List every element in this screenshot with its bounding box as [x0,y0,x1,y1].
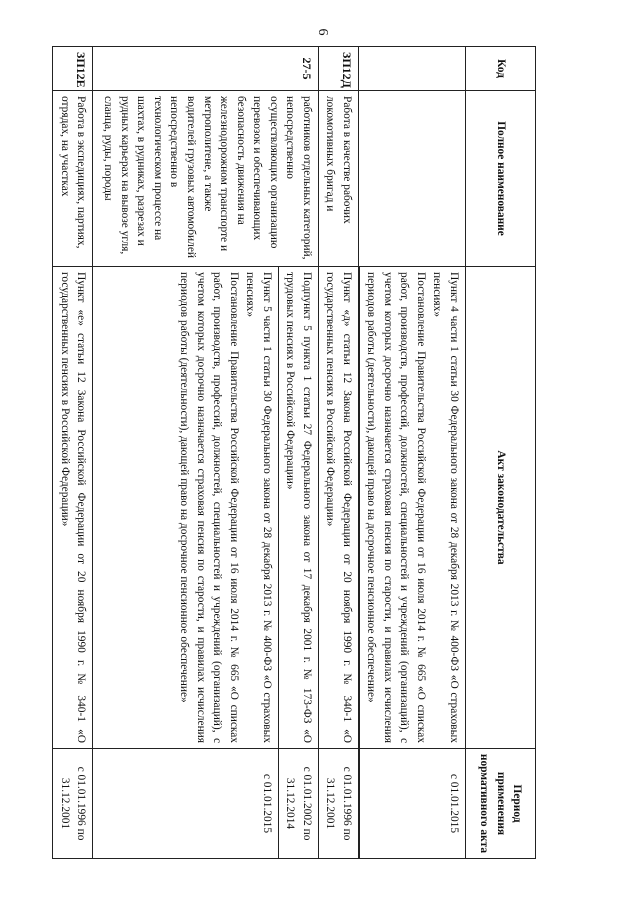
table-row [318,47,358,859]
row-act [53,267,93,749]
row-code [358,47,465,91]
act-paragraph: Пункт 5 части 1 статьи 30 Федерального закона от 28 декабря 2013 г. № 400-ФЗ «О страховых пенсиях» [244,272,273,743]
act-paragraph: Постановление Правительства Российской Федерации от 16 июля 2014 г. № 665 «О списках работ, производств, профессий, должностей, специальностей и учреждений (организаций), с учетом которых досрочно назначается страховая пенсия по старости, и правилах исчисления периодов работы (деятельности), дающей право на досрочное пенсионное обеспечение» [365,272,427,743]
row-period: с 01.01.2015 [93,749,279,859]
act-paragraph: Подпункт 5 пункта 1 статьи 27 Федерального закона от 17 декабря 2001 г. № 173-ФЗ «О трудовых пенсиях в Российской Федерации» [284,272,313,743]
rotated-page-content [52,46,536,858]
legislation-table [52,46,536,859]
act-paragraph: Постановление Правительства Российской Федерации от 16 июля 2014 г. № 665 «О списках работ, производств, профессий, должностей, специальностей и учреждений (организаций), с учетом которых досрочно назначается страховая пенсия по старости, и правилах исчисления периодов работы (деятельности), дающей право на досрочное пенсионное обеспечение» [178,272,240,743]
row-code: 27-5 [93,47,319,91]
header-application-period: Период применения нормативного акта [466,749,536,859]
row-period: с 01.01.1996 по 31.12.2001 [318,749,358,859]
row-name: Работа в качестве рабочих локомотивных бригад и [318,91,358,267]
row-name [358,91,465,267]
row-act [93,267,279,749]
table-header-row [466,47,536,859]
header-legislative-act: Акт законодательства [466,267,536,749]
row-period: с 01.01.2002 по 31.12.2014 [278,749,318,859]
table-row [278,47,318,859]
page-number: 6 [315,28,330,36]
row-period: с 01.01.1996 по 31.12.2001 [53,749,93,859]
row-code: ЗП12Д [318,47,358,91]
row-period: с 01.01.2015 [359,749,465,859]
row-act [278,267,318,749]
table-row [359,47,465,859]
row-name: работников отдельных категорий, непосредственно осуществляющих организацию перевозок и обеспечивающих безопасность движения на железнодорожном транспорте и метрополитене, а также водителей грузовых автомобилей непосредственно в технологическом процессе на шахтах, в рудниках, разрезах и рудных карьерах на вывозе угля, сланца, руды, породы [93,91,319,267]
row-act [359,267,465,749]
act-paragraph: Пункт «д» статьи 12 Закона Российской Федерации от 20 ноября 1990 г. № 340-1 «О государственных пенсиях в Российской Федерации» [324,272,353,743]
row-code: ЗП12Е [53,47,93,91]
header-full-name: Полное наименование [466,91,536,267]
act-paragraph: Пункт «е» статьи 12 Закона Российской Федерации от 20 ноября 1990 г. № 340-1 «О государственных пенсиях в Российской Федерации» [58,272,88,743]
row-act [318,267,358,749]
table-row [53,47,93,859]
header-code: Код [466,47,536,91]
act-paragraph: Пункт 4 части 1 статьи 30 Федерального закона от 28 декабря 2013 г. № 400-ФЗ «О страховых пенсиях» [431,272,460,743]
row-name: Работа в экспедициях, партиях, отрядах, на участках [53,91,93,267]
